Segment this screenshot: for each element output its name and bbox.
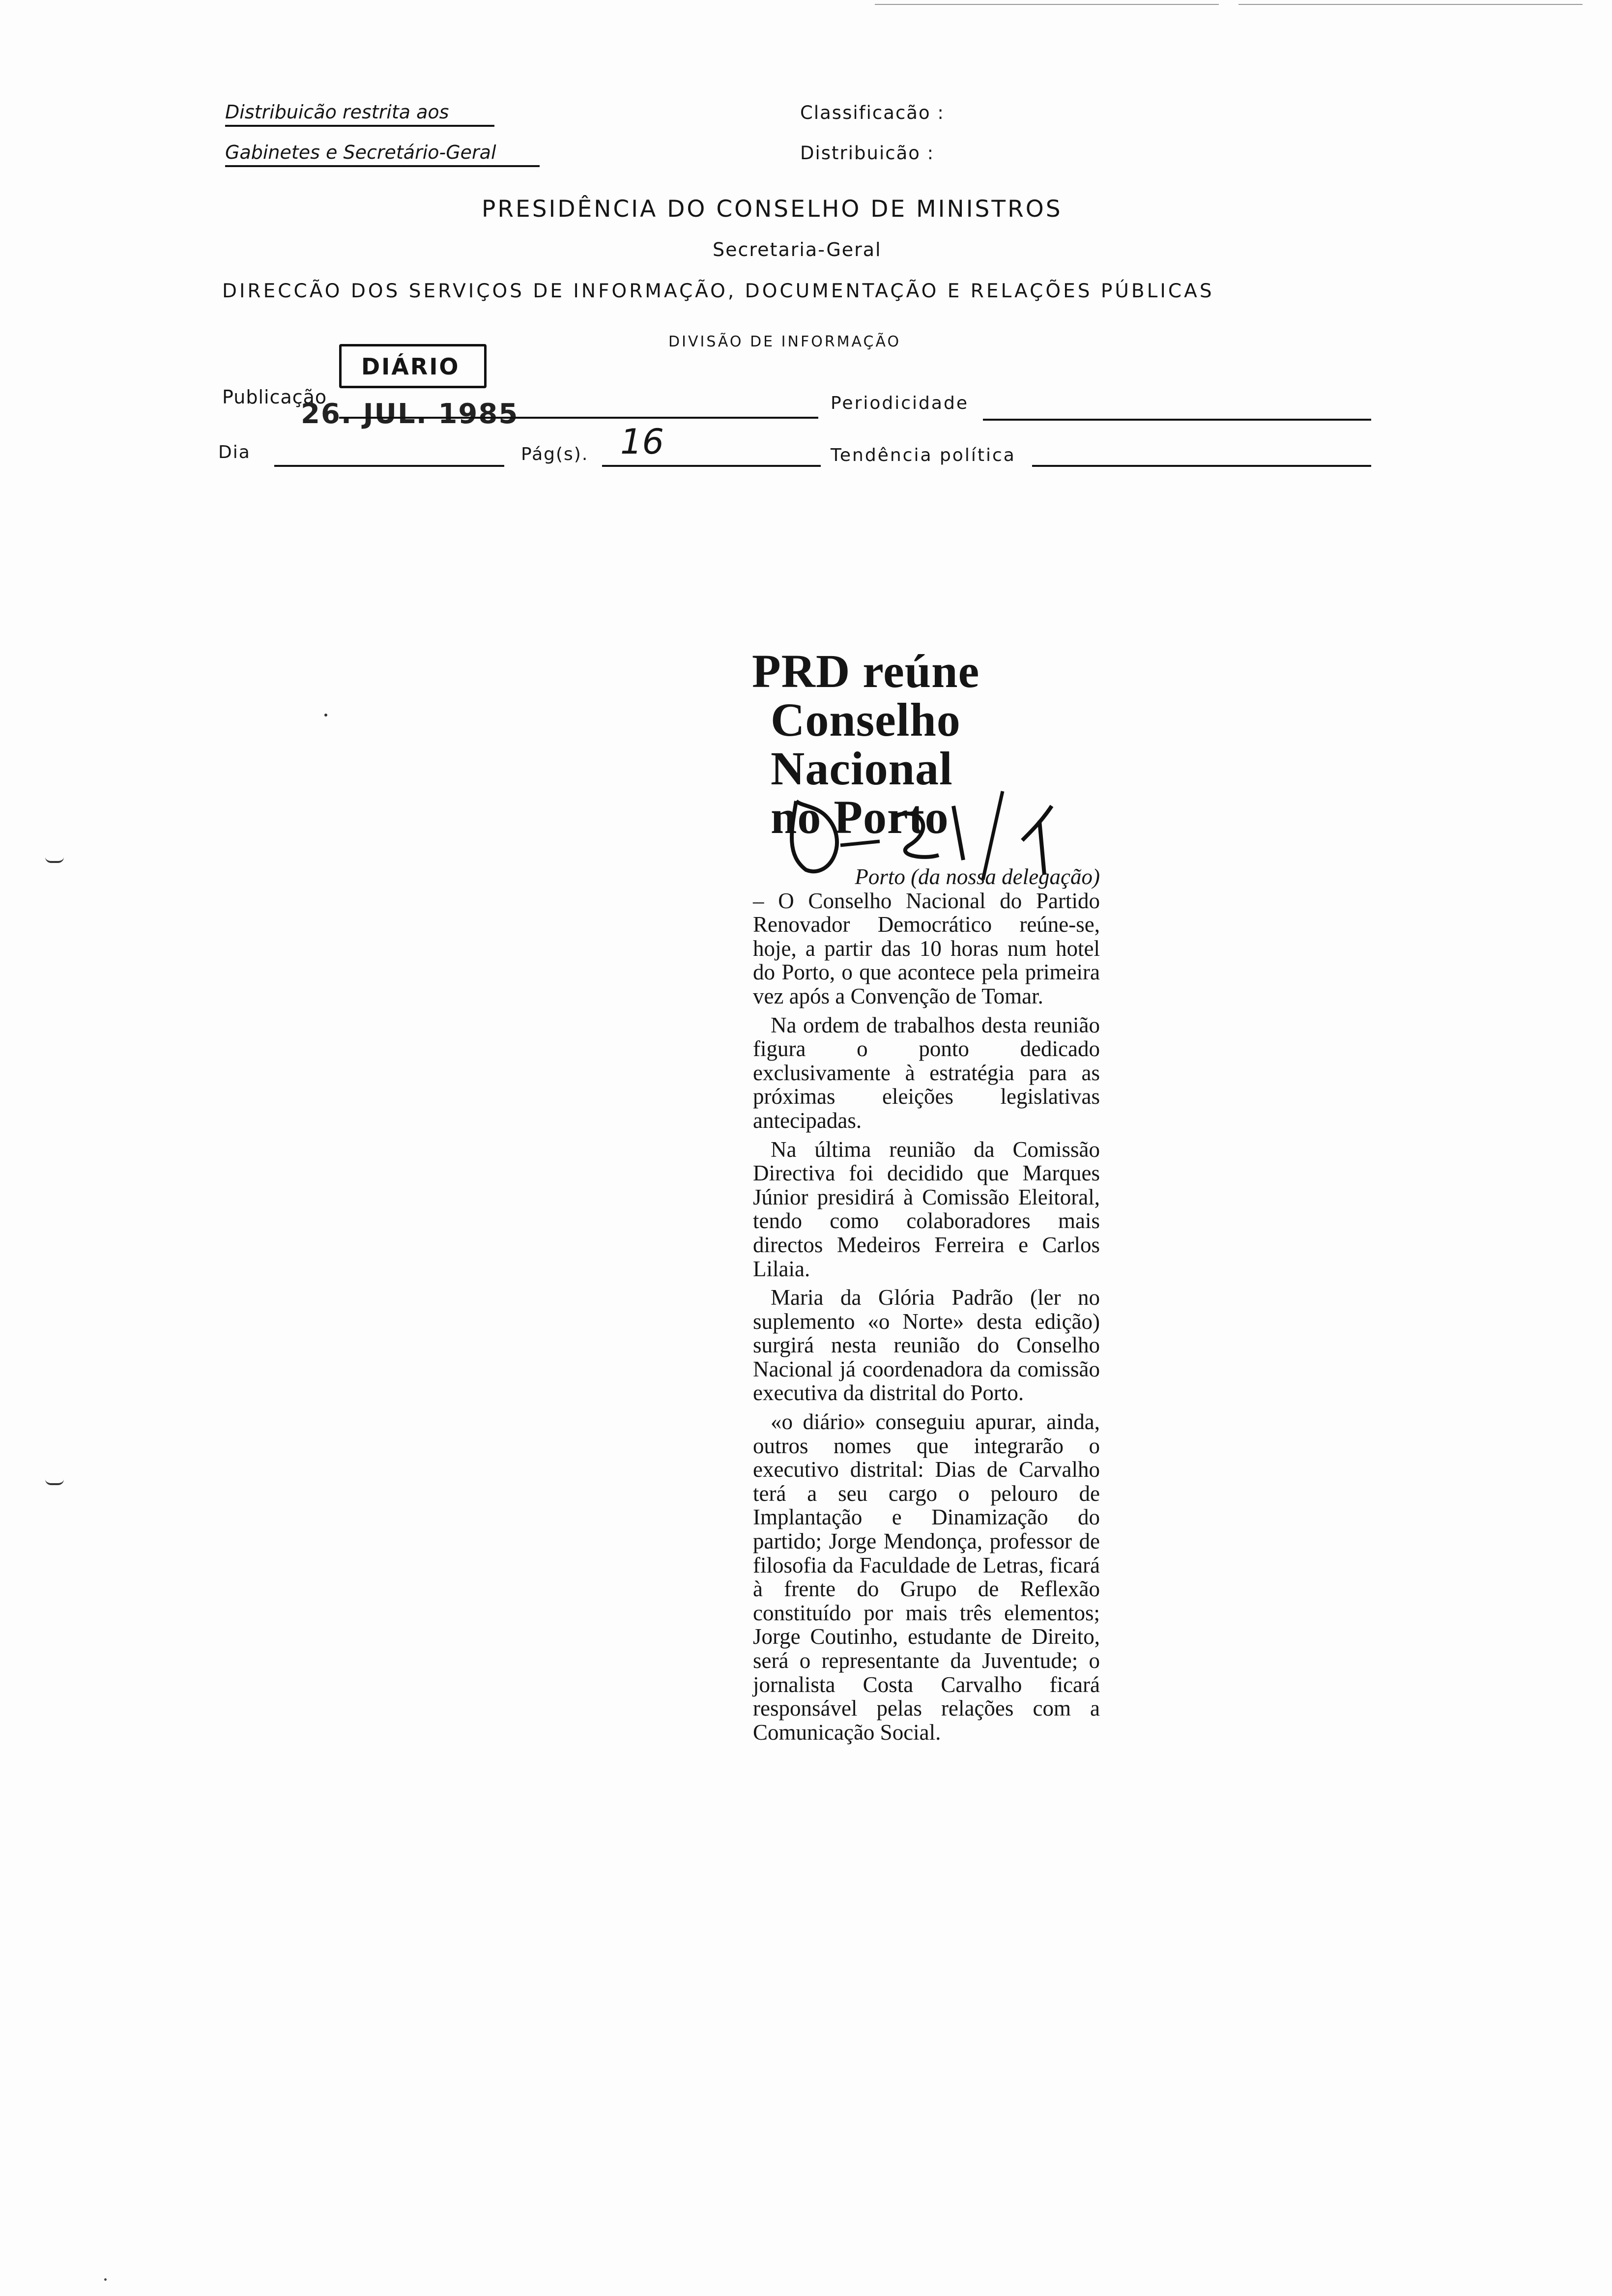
classification-label: Classificacão : <box>800 102 945 123</box>
day-line <box>274 465 504 467</box>
distribution-label: Distribuicão : <box>800 143 935 164</box>
scan-mark-left-1 <box>45 857 64 863</box>
publication-line <box>339 417 818 419</box>
scan-mark-top-right <box>1238 4 1583 5</box>
scan-dot <box>324 714 327 717</box>
headline-line-3: Nacional <box>771 742 953 795</box>
article-paragraph: – O Conselho Nacional do Partido Renovador Democrático reúne-se, hoje, a partir das 10 horas num hotel do Porto, o que acontece pela primeira vez após a Convenção de Tomar. <box>753 888 1100 1008</box>
publication-stamp-box <box>339 344 487 388</box>
restricted-line-2: Gabinetes e Secretário-Geral <box>225 142 540 167</box>
division: DIVISÃO DE INFORMAÇÃO <box>668 333 901 350</box>
publication-label: Publicação <box>222 386 327 408</box>
publication-stamp: DIÁRIO <box>361 353 460 380</box>
headline-line-2: Conselho <box>771 693 961 746</box>
headline-line-1: PRD reúne <box>752 645 980 697</box>
article-paragraph: Na ordem de trabalhos desta reunião figura o ponto dedicado exclusivamente à estratégia para as próximas eleições legislativas antecipadas. <box>753 1012 1100 1133</box>
scan-mark-left-2 <box>45 1479 64 1485</box>
periodicity-line <box>983 419 1371 421</box>
article-paragraph: «o diário» conseguiu apurar, ainda, outros nomes que integrarão o executivo distrital: Dias de Carvalho terá a seu cargo o pelouro de Implantação e Dinamização do partido; Jorge Mendonça, professor de filosofia da Faculdade de Letras, ficará à frente do Grupo de Reflexão constituído por mais três elementos; Jorge Coutinho, estudante de Direito, será o representante da Juventude; o jornalista Costa Carvalho ficará responsável pelas relações com a Comunicação Social. <box>753 1409 1100 1745</box>
tendency-label: Tendência política <box>831 445 1016 465</box>
presidency-title: PRESIDÊNCIA DO CONSELHO DE MINISTROS <box>482 196 1063 223</box>
article-body <box>753 865 1100 1749</box>
article-paragraph: Na última reunião da Comissão Directiva foi decidido que Marques Júnior presidirá à Comissão Eleitoral, tendo como colaboradores mais directos Medeiros Ferreira e Carlos Lilaia. <box>753 1137 1100 1281</box>
headline-line-4: no Porto <box>771 791 949 843</box>
date-stamp: 26. JUL. 1985 <box>301 398 519 430</box>
article-dateline: Porto (da nossa delegação) <box>855 864 1100 889</box>
pages-value: 16 <box>620 422 664 462</box>
scan-mark-top <box>875 4 1219 5</box>
restricted-line-1: Distribuicão restrita aos <box>225 101 494 127</box>
periodicity-label: Periodicidade <box>831 393 969 413</box>
scan-dot <box>104 2278 107 2281</box>
tendency-line <box>1032 465 1371 467</box>
pages-line <box>602 465 821 467</box>
secretariat: Secretaria-Geral <box>713 239 882 260</box>
article-paragraph: Maria da Glória Padrão (ler no suplemento «o Norte» desta edição) surgirá nesta reunião do Conselho Nacional já coordenadora da comissão executiva da distrital do Porto. <box>753 1285 1100 1406</box>
pages-label: Pág(s). <box>521 444 589 464</box>
directorate: DIRECCÃO DOS SERVIÇOS DE INFORMAÇÃO, DOCUMENTAÇÃO E RELAÇÕES PÚBLICAS <box>222 280 1214 302</box>
day-label: Dia <box>218 442 251 462</box>
